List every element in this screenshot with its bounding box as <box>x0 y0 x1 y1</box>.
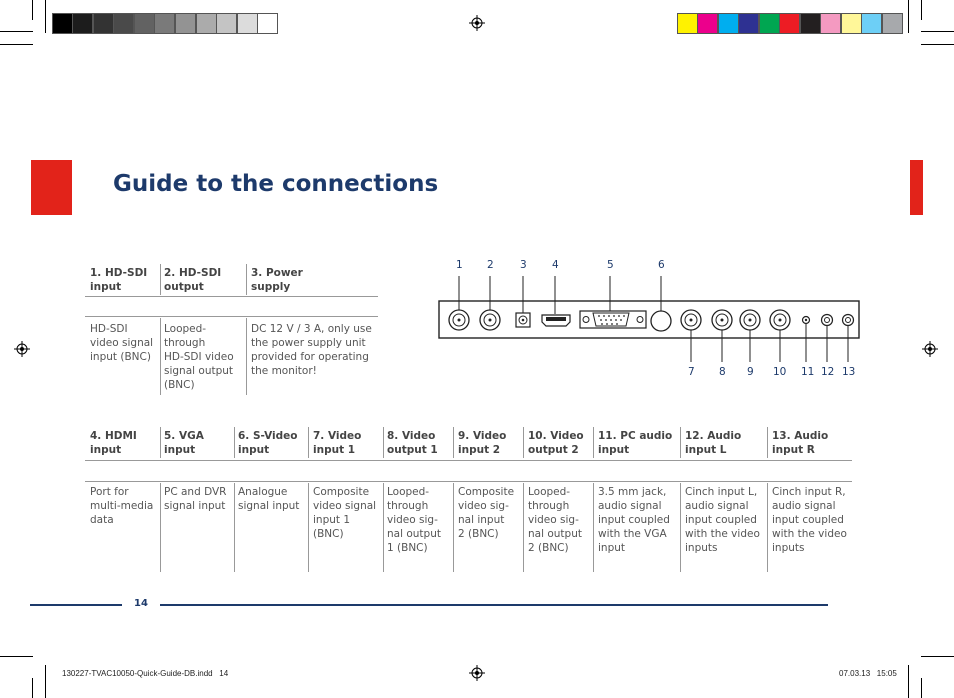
crop-mark <box>921 0 922 20</box>
diagram-label-11: 11 <box>801 366 815 378</box>
column-divider <box>593 427 594 458</box>
diagram-label-6: 6 <box>658 259 665 271</box>
diagram-label-2: 2 <box>487 259 494 271</box>
column-divider <box>160 427 161 458</box>
column-divider <box>308 483 309 572</box>
crop-mark <box>32 0 33 20</box>
diagram-label-5: 5 <box>607 259 614 271</box>
table2-header: 13. Audio input R <box>772 430 829 456</box>
gray-swatch <box>93 13 114 34</box>
column-divider <box>680 483 681 572</box>
column-divider <box>523 427 524 458</box>
diagram-label-8: 8 <box>719 366 726 378</box>
column-divider <box>767 483 768 572</box>
column-divider <box>234 427 235 458</box>
crop-mark <box>45 0 46 33</box>
color-swatch <box>697 13 718 34</box>
table2-header: 11. PC audio input <box>598 430 673 456</box>
gray-swatch <box>72 13 93 34</box>
table2-cell: Looped- through video sig- nal output 2 (BNC) <box>528 486 582 554</box>
crop-mark <box>0 31 33 32</box>
column-divider <box>453 427 454 458</box>
registration-mark-icon <box>922 341 938 357</box>
column-divider <box>383 427 384 458</box>
table2-cell: Analogue signal input <box>238 486 300 512</box>
table2-header: 6. S-Video input <box>238 430 298 456</box>
table2-cell: Port for multi-media data <box>90 486 154 526</box>
diagram-label-9: 9 <box>747 366 754 378</box>
column-divider <box>160 264 161 295</box>
column-divider <box>160 318 161 395</box>
table2-header: 8. Video output 1 <box>387 430 438 456</box>
gray-swatch <box>175 13 196 34</box>
gray-swatch <box>52 13 73 34</box>
footer-rule-left <box>30 604 122 606</box>
table-divider <box>85 296 378 297</box>
table2-cell: Composite video sig- nal input 2 (BNC) <box>458 486 515 540</box>
crop-mark <box>921 678 922 698</box>
column-divider <box>308 427 309 458</box>
table-divider <box>85 316 378 317</box>
color-swatch <box>738 13 759 34</box>
video-output-1-connector-icon <box>712 310 732 362</box>
color-swatch <box>677 13 698 34</box>
gray-swatch <box>134 13 155 34</box>
video-output-2-connector-icon <box>770 310 790 362</box>
color-swatch <box>820 13 841 34</box>
panel-outline <box>439 301 859 338</box>
color-swatch <box>779 13 800 34</box>
gray-swatch <box>237 13 258 34</box>
crop-mark <box>921 44 954 45</box>
color-swatch <box>800 13 821 34</box>
table2-cell: Cinch input R, audio signal input coupled with the video inputs <box>772 486 847 554</box>
color-swatch <box>861 13 882 34</box>
gray-swatch <box>154 13 175 34</box>
crop-mark <box>921 31 954 32</box>
red-tab-right <box>910 160 923 215</box>
color-swatch <box>718 13 739 34</box>
crop-mark <box>0 656 33 657</box>
crop-mark <box>921 656 954 657</box>
table2-header: 10. Video output 2 <box>528 430 584 456</box>
color-swatch <box>759 13 780 34</box>
table2-cell: Looped- through video sig- nal output 1 (BNC) <box>387 486 441 554</box>
page-number: 14 <box>134 598 148 609</box>
gray-swatch <box>257 13 278 34</box>
diagram-label-10: 10 <box>773 366 787 378</box>
column-divider <box>383 483 384 572</box>
color-swatch <box>841 13 862 34</box>
hd-sdi-input-connector-icon <box>449 276 469 330</box>
diagram-label-7: 7 <box>688 366 695 378</box>
header-power-supply: 3. Power supply <box>251 267 303 293</box>
header-hd-sdi-input: 1. HD-SDI input <box>90 267 148 293</box>
table-divider <box>85 460 852 461</box>
diagram-label-4: 4 <box>552 259 559 271</box>
diagram-label-13: 13 <box>842 366 856 378</box>
cell-hd-sdi-input: HD-SDI video signal input (BNC) <box>90 323 154 363</box>
diagram-label-3: 3 <box>520 259 527 271</box>
gray-swatch <box>216 13 237 34</box>
red-tab-left <box>31 160 72 215</box>
column-divider <box>246 264 247 295</box>
column-divider <box>246 318 247 395</box>
registration-mark-icon <box>14 341 30 357</box>
crop-mark <box>0 44 33 45</box>
vga-connector-icon <box>580 276 646 328</box>
column-divider <box>593 483 594 572</box>
crop-mark <box>908 0 909 33</box>
page-title: Guide to the connections <box>113 171 439 197</box>
gray-swatch <box>196 13 217 34</box>
column-divider <box>767 427 768 458</box>
column-divider <box>523 483 524 572</box>
color-swatch <box>882 13 903 34</box>
cell-hd-sdi-output: Looped- through HD-SDI video signal output (BNC) <box>164 323 234 391</box>
crop-mark <box>32 678 33 698</box>
diagram-label-1: 1 <box>456 259 463 271</box>
column-divider <box>680 427 681 458</box>
table2-header: 7. Video input 1 <box>313 430 362 456</box>
crop-mark <box>908 665 909 698</box>
registration-mark-icon <box>469 15 485 31</box>
table2-header: 5. VGA input <box>164 430 204 456</box>
column-divider <box>453 483 454 572</box>
table2-cell: PC and DVR signal input <box>164 486 227 512</box>
pc-audio-jack-icon <box>803 317 810 363</box>
header-hd-sdi-output: 2. HD-SDI output <box>164 267 222 293</box>
footer-rule-right <box>160 604 828 606</box>
hd-sdi-output-connector-icon <box>480 276 500 330</box>
video-input-2-connector-icon <box>740 310 760 362</box>
table2-cell: Composite video signal input 1 (BNC) <box>313 486 377 540</box>
column-divider <box>160 483 161 572</box>
column-divider <box>234 483 235 572</box>
registration-mark-icon <box>469 665 485 681</box>
diagram-label-12: 12 <box>821 366 835 378</box>
table2-header: 9. Video input 2 <box>458 430 507 456</box>
footer-file-info: 130227-TVAC10050-Quick-Guide-DB.indd 14 <box>62 669 229 678</box>
s-video-connector-icon <box>651 276 671 331</box>
footer-date: 07.03.13 15:05 <box>839 669 897 678</box>
table-divider <box>85 481 852 482</box>
table2-cell: Cinch input L, audio signal input coupled with the video inputs <box>685 486 760 554</box>
table2-header: 12. Audio input L <box>685 430 742 456</box>
cell-power-supply: DC 12 V / 3 A, only use the power supply unit provided for operating the monitor! <box>251 323 372 377</box>
crop-mark <box>45 665 46 698</box>
gray-swatch <box>113 13 134 34</box>
table2-cell: 3.5 mm jack, audio signal input coupled with the VGA input <box>598 486 670 554</box>
table2-header: 4. HDMI input <box>90 430 137 456</box>
video-input-1-connector-icon <box>681 310 701 362</box>
